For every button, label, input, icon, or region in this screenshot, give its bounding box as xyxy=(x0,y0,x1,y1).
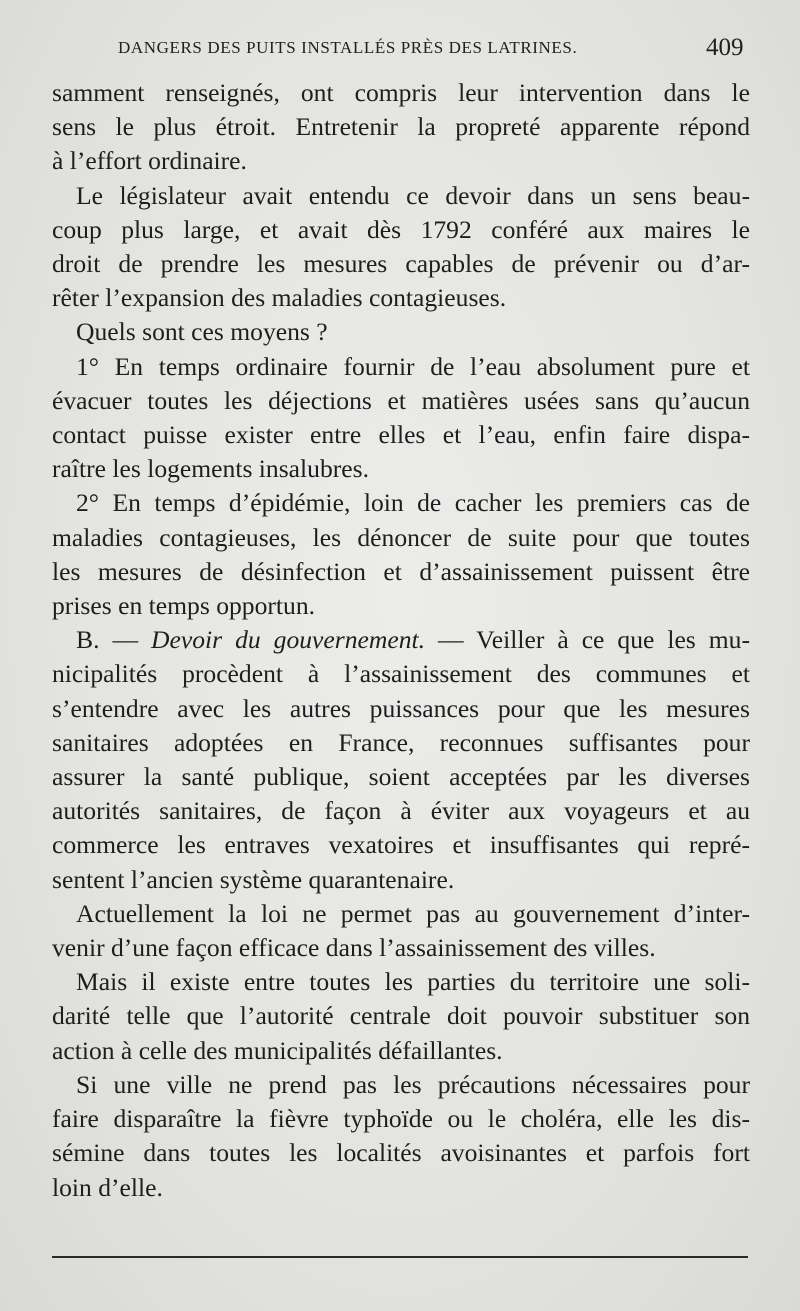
text-line: à l’effort ordinaire. xyxy=(52,146,247,176)
text-line: sanitaires adoptées en France, reconnues suffisantes pour xyxy=(52,727,750,757)
text-line: commerce les entraves vexatoires et insuffisantes qui repré- xyxy=(52,830,750,860)
text-line: droit de prendre les mesures capables de prévenir ou d’ar- xyxy=(52,249,750,279)
text-line: s’entendre avec les autres puissances pour que les mesures xyxy=(52,693,750,723)
text-line: assurer la santé publique, soient acceptées par les diverses xyxy=(52,762,750,792)
text-line: coup plus large, et avait dès 1792 conféré aux maires le xyxy=(52,214,750,244)
text-line: sentent l’ancien système quarantenaire. xyxy=(52,864,455,894)
text-line: action à celle des municipalités défaillantes. xyxy=(52,1035,503,1065)
text-line xyxy=(52,623,750,657)
text-line: 2° En temps d’épidémie, loin de cacher les premiers cas de xyxy=(76,488,750,518)
text-line: Mais il existe entre toutes les parties du territoire une soli- xyxy=(76,967,750,997)
text-line: faire disparaître la fièvre typhoïde ou le choléra, elle les dis- xyxy=(52,1104,750,1134)
page-number: 409 xyxy=(706,34,744,61)
text-line: maladies contagieuses, les dénoncer de suite pour que toutes xyxy=(52,522,750,552)
text-line: prises en temps opportun. xyxy=(52,591,316,621)
paragraph-3 xyxy=(52,315,750,349)
paragraph-6 xyxy=(52,623,750,897)
text-line: Quels sont ces moyens ? xyxy=(76,317,328,347)
text-line: Si une ville ne prend pas les précautions nécessaires pour xyxy=(76,1069,750,1099)
text-line: autorités sanitaires, de façon à éviter aux voyageurs et au xyxy=(52,796,750,826)
running-header: DANGERS DES PUITS INSTALLÉS PRÈS DES LATRINES. xyxy=(118,38,578,57)
footnote-rule xyxy=(52,1256,748,1258)
section-first-line-rest: — Veiller à ce que les mu- xyxy=(425,625,750,655)
text-line: raître les logements insalubres. xyxy=(52,454,369,484)
text-line: sémine dans toutes les localités avoisinantes et parfois fort xyxy=(52,1138,750,1168)
text-line: évacuer toutes les déjections et matières usées sans qu’aucun xyxy=(52,385,750,415)
paragraph-7 xyxy=(52,897,750,965)
paragraph-4 xyxy=(52,350,750,487)
text-line: les mesures de désinfection et d’assainissement puissent être xyxy=(52,556,750,586)
section-letter: B. — xyxy=(76,625,152,655)
body-text xyxy=(52,76,750,1205)
text-line: rêter l’expansion des maladies contagieuses. xyxy=(52,283,507,313)
text-line: 1° En temps ordinaire fournir de l’eau absolument pure et xyxy=(76,351,750,381)
text-line: nicipalités procèdent à l’assainissement des communes et xyxy=(52,659,750,689)
paragraph-5 xyxy=(52,486,750,623)
paragraph-1 xyxy=(52,76,750,179)
text-line: venir d’une façon efficace dans l’assainissement des villes. xyxy=(52,933,656,963)
text-line: Le législateur avait entendu ce devoir dans un sens beau- xyxy=(76,180,750,210)
text-line: samment renseignés, ont compris leur intervention dans le xyxy=(52,78,750,107)
paragraph-8 xyxy=(52,965,750,1068)
paragraph-9 xyxy=(52,1068,750,1205)
text-line: darité telle que l’autorité centrale doit pouvoir substituer son xyxy=(52,1001,750,1031)
section-heading: Devoir du gouvernement. xyxy=(151,625,426,655)
text-line: loin d’elle. xyxy=(52,1172,163,1202)
paragraph-2 xyxy=(52,179,750,316)
text-line: Actuellement la loi ne permet pas au gouvernement d’inter- xyxy=(76,898,750,928)
text-line: contact puisse exister entre elles et l’eau, enfin faire dispa- xyxy=(52,420,750,450)
text-line: sens le plus étroit. Entretenir la propreté apparente répond xyxy=(52,112,750,142)
